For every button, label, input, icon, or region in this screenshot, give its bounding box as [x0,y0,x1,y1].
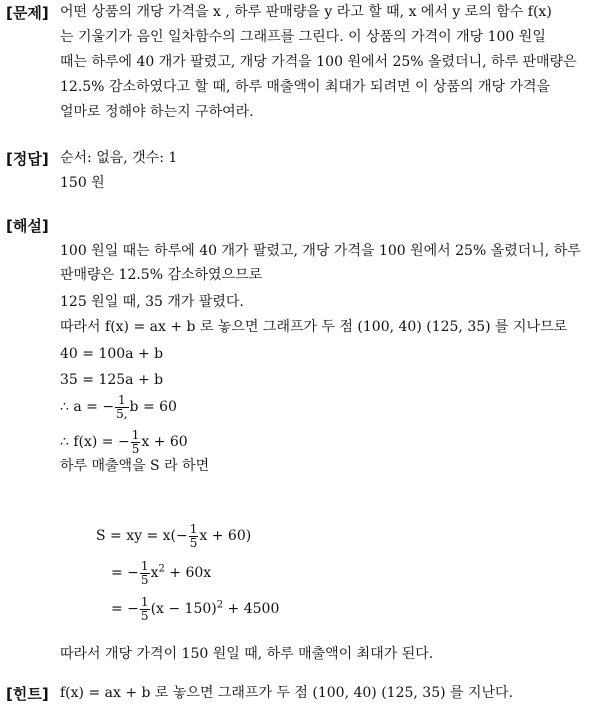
eq-a-fraction [115,394,128,421]
problem-line: 는 기울기가 음인 일차함수의 그래프를 그린다. 이 상품의 가격이 개당 100 원일 [60,29,546,45]
s1-denominator: 5 [189,535,198,550]
s3-denominator: 5 [140,608,149,623]
solution-s-eq2 [111,557,211,589]
eq-f-prefix: ∴ f(x) = − [60,434,130,450]
s1-fraction [189,523,199,550]
s3-fraction [140,596,150,623]
solution-line: 따라서 f(x) = ax + b 로 놓으면 그래프가 두 점 (100, 40) (125, 35) 를 지나므로 [60,319,568,335]
solution-line: 판매량은 12.5% 감소하였으므로 [60,267,263,283]
s3-suffix: + 4500 [223,601,280,617]
answer-order-count: 순서: 없음, 갯수: 1 [60,150,178,166]
eq-a-numerator: 1 [115,394,128,408]
s1-prefix: S = xy = x(− [96,528,188,544]
eq-f-numerator: 1 [131,427,140,442]
problem-line: 어떤 상품의 개당 가격을 x , 하루 판매량을 y 라고 할 때, x 에서 y 로의 함수 f(x) [60,4,552,20]
eq-a-suffix: b = 60 [129,399,177,415]
s1-suffix: x + 60) [199,528,252,544]
eq-a-prefix: ∴ a = − [60,399,115,415]
s2-exponent: 2 [158,563,165,575]
solution-conclusion: 따라서 개당 가격이 150 원일 때, 하루 매출액이 최대가 된다. [60,646,434,662]
s2-numerator: 1 [140,558,149,573]
answer-tag: [정답] [6,150,49,168]
s2-mid: x [150,565,159,581]
problem-line: 얼마로 정해야 하는지 구하여라. [60,104,254,120]
solution-equation-f [60,426,188,458]
solution-line: 125 원일 때, 35 개가 팔렸다. [60,294,244,310]
solution-s-eq3 [111,593,279,625]
problem-tag: [문제] [6,4,49,22]
eq-f-fraction [131,429,141,456]
solution-s-eq1 [96,520,251,552]
s2-suffix: + 60x [164,565,212,581]
eq-a-denominator: 5, [116,406,128,421]
s2-prefix: = − [111,565,139,581]
solution-sales-line: 하루 매출액을 S 라 하면 [60,458,210,474]
s2-fraction [140,560,150,587]
s2-denominator: 5 [140,572,149,587]
solution-equation: 40 = 100a + b [60,346,164,362]
answer-value: 150 원 [60,175,105,191]
s3-numerator: 1 [140,594,149,609]
problem-line: 12.5% 감소하였다고 할 때, 하루 매출액이 최대가 되려면 이 상품의 개당 가격을 [60,79,551,95]
solution-tag: [해설] [6,217,49,235]
s1-numerator: 1 [189,521,198,536]
eq-f-denominator: 5 [131,441,140,456]
eq-f-suffix: x + 60 [141,434,188,450]
s3-mid: (x − 150) [150,601,217,617]
solution-line: 100 원일 때는 하루에 40 개가 팔렸고, 개당 가격을 100 원에서 25% 올렸더니, 하루 [60,243,581,259]
s3-exponent: 2 [216,599,224,611]
solution-equation: 35 = 125a + b [60,372,164,388]
problem-line: 때는 하루에 40 개가 팔렸고, 개당 가격을 100 원에서 25% 올렸더니, 하루 판매량은 [60,54,577,70]
solution-equation-a [60,391,177,423]
s3-prefix: = − [111,601,139,617]
hint-tag: [힌트] [6,685,49,703]
hint-line: f(x) = ax + b 로 놓으면 그래프가 두 점 (100, 40) (125, 35) 를 지난다. [60,685,514,701]
